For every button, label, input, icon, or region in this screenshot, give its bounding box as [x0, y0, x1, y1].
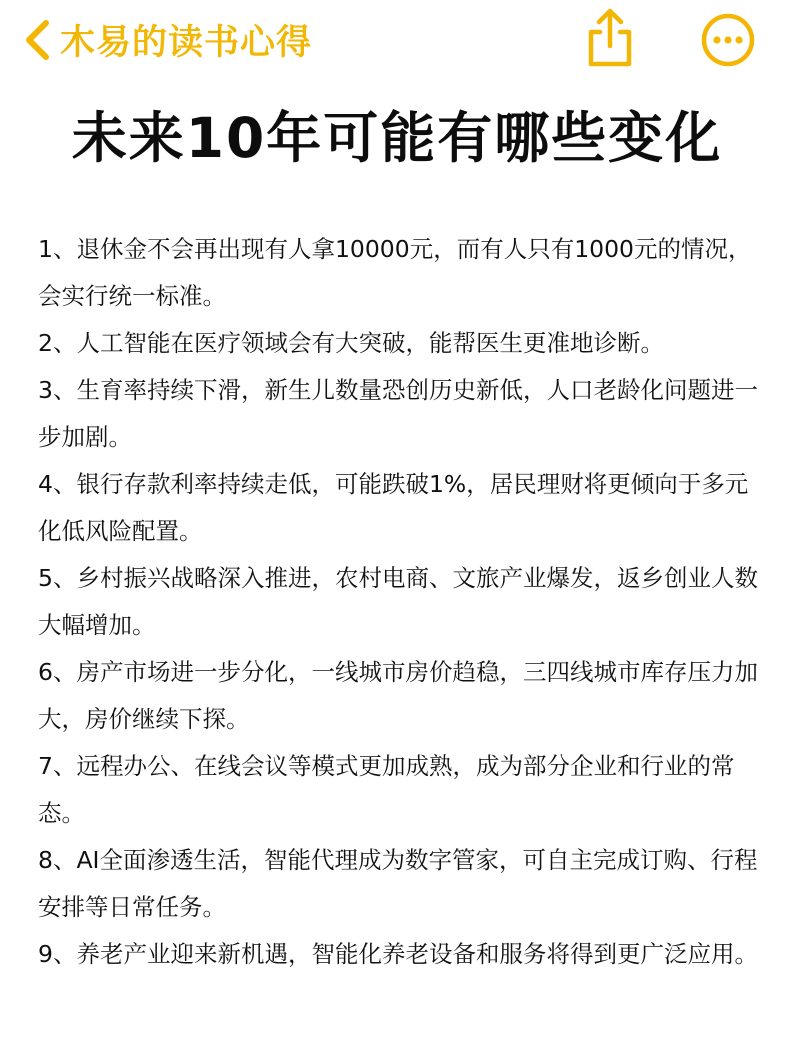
list-item: 8、AI全面渗透生活，智能代理成为数字管家，可自主完成订购、行程安排等日常任务。 — [38, 846, 758, 921]
list-item: 5、乡村振兴战略深入推进，农村电商、文旅产业爆发，返乡创业人数大幅增加。 — [38, 564, 758, 639]
article-body — [38, 226, 760, 978]
share-button[interactable] — [582, 6, 638, 70]
page-title: 未来10年可能有哪些变化 — [71, 106, 723, 170]
share-icon — [582, 55, 638, 74]
list-item: 4、银行存款利率持续走低，可能跌破1%，居民理财将更倾向于多元化低风险配置。 — [38, 470, 749, 545]
more-icon — [700, 53, 756, 72]
list-item: 9、养老产业迎来新机遇，智能化养老设备和服务将得到更广泛应用。 — [38, 940, 758, 968]
back-label: 木易的读书心得 — [60, 23, 313, 63]
more-button[interactable] — [700, 12, 756, 68]
top-bar — [0, 0, 794, 84]
list-item: 3、生育率持续下滑，新生儿数量恐创历史新低，人口老龄化问题进一步加剧。 — [38, 376, 758, 451]
back-button[interactable] — [22, 12, 312, 68]
list-item: 1、退休金不会再出现有人拿10000元，而有人只有1000元的情况，会实行统一标准。 — [38, 235, 752, 310]
list-item: 6、房产市场进一步分化，一线城市房价趋稳，三四线城市库存压力加大，房价继续下探。 — [38, 658, 758, 733]
list-item: 2、人工智能在医疗领域会有大突破，能帮医生更准地诊断。 — [38, 329, 664, 357]
list-item: 7、远程办公、在线会议等模式更加成熟，成为部分企业和行业的常态。 — [38, 752, 735, 827]
chevron-left-icon — [22, 12, 56, 68]
